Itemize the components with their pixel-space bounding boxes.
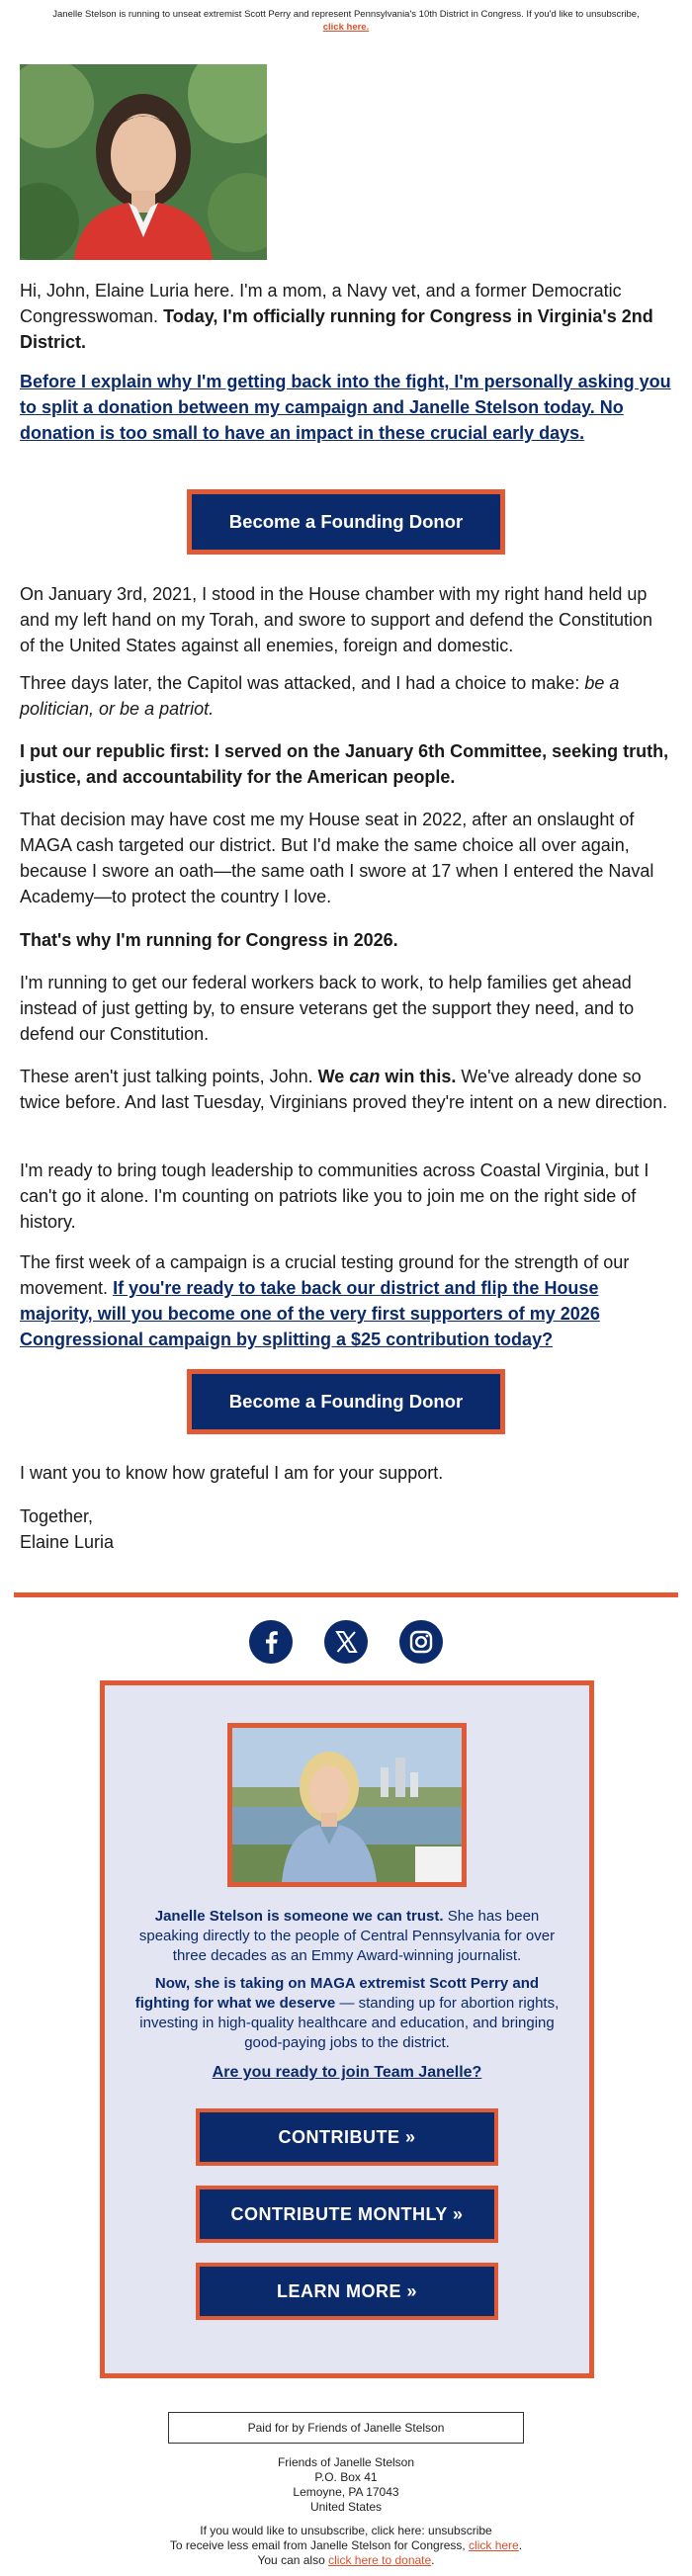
candidate-photo [20, 64, 267, 260]
republic-paragraph: I put our republic first: I served on the January 6th Committee, seeking truth, justice, and accountability for the American people. [20, 741, 669, 787]
intro-paragraph [20, 278, 672, 355]
week-paragraph [20, 1249, 672, 1352]
choice-plain: Three days later, the Capitol was attacked, and I had a choice to make: [20, 673, 580, 693]
fight-paragraph [134, 1974, 560, 2053]
win-bold-can: can [349, 1067, 381, 1086]
contribute-button[interactable]: CONTRIBUTE » [196, 2108, 498, 2166]
x-icon[interactable] [324, 1620, 368, 1664]
win-pre: These aren't just talking points, John. [20, 1067, 313, 1086]
win-bold-rest: win this. [385, 1067, 457, 1086]
win-post: We've already done so twice before. And last Tuesday, Virginians proved they're intent on a new direction. [20, 1067, 668, 1112]
intro-plain: Hi, John, Elaine Luria here. I'm a mom, a Navy vet, and a former Democratic Congresswoman. [20, 281, 622, 326]
intro-bold: Today, I'm officially running for Congress in Virginia's 2nd District. [20, 306, 653, 352]
preheader-text: Janelle Stelson is running to unseat extremist Scott Perry and represent Pennsylvania's 10th District in Congress. If you'd like to unsubscribe, [52, 9, 640, 20]
less-email-line: To receive less email from Janelle Stelson for Congress, click here. [169, 2538, 523, 2552]
founding-donor-button-bottom[interactable]: Become a Founding Donor [187, 1369, 505, 1434]
split-donation-link[interactable]: Before I explain why I'm getting back into the fight, I'm personally asking you to split a donation between my campaign and Janelle Stelson today. No donation is too small to have an impact in these crucial early days. [20, 372, 671, 443]
split-25-link[interactable]: If you're ready to take back our district and flip the House majority, will you become one of the very first supporters of my 2026 Congressional campaign by splitting a $25 contribution today? [20, 1278, 600, 1349]
join-team-link[interactable]: Are you ready to join Team Janelle? [212, 2064, 482, 2081]
address-line: P.O. Box 41 [314, 2470, 378, 2484]
win-bold-we: We [317, 1067, 345, 1086]
social-links [0, 1620, 692, 1664]
work-paragraph: I'm running to get our federal workers back to work, to help families get ahead instead of just getting by, to ensure veterans get the support they need, and to defend our Constitution. [20, 973, 635, 1044]
week-plain: The first week of a campaign is a crucial testing ground for the strength of our movement. [20, 1252, 630, 1298]
learn-more-button[interactable]: LEARN MORE » [196, 2263, 498, 2320]
donate-text: You can also [257, 2553, 325, 2567]
contribute-monthly-button[interactable]: CONTRIBUTE MONTHLY » [196, 2186, 498, 2243]
fight-bold: Now, she is taking on MAGA extremist Scott Perry and fighting for what we deserve [134, 1975, 540, 2012]
instagram-icon[interactable] [399, 1620, 443, 1664]
less-email-link[interactable]: click here [469, 2538, 519, 2552]
donate-line: You can also click here to donate. [257, 2553, 435, 2567]
janelle-photo [227, 1723, 467, 1887]
signoff-name: Elaine Luria [20, 1532, 115, 1552]
address-line: Friends of Janelle Stelson [277, 2455, 415, 2469]
janelle-portrait-image [232, 1728, 462, 1882]
paid-for-box: Paid for by Friends of Janelle Stelson [168, 2412, 524, 2444]
preheader [0, 0, 692, 34]
section-divider [14, 1592, 678, 1597]
running-paragraph: That's why I'm running for Congress in 2026. [20, 930, 398, 950]
fight-plain: — standing up for abortion rights, investing in high-quality healthcare and education, and bringing good-paying jobs to the district. [139, 1995, 560, 2051]
address-line: United States [309, 2500, 383, 2514]
candidate-portrait-image [20, 64, 267, 260]
choice-italic: be a politician, or be a patriot. [20, 673, 620, 719]
donate-link[interactable]: click here to donate [328, 2553, 432, 2567]
signoff [20, 1503, 672, 1555]
footer-links [0, 2524, 692, 2568]
trust-paragraph [134, 1907, 560, 1966]
cost-paragraph: That decision may have cost me my House seat in 2022, after an onslaught of MAGA cash targeted our district. But I'd make the same choice all over again, because I swore an oath—the same oath I swore at 17 when I entered the Naval Academy—to protect the country I love. [20, 810, 654, 906]
less-email-text: To receive less email from Janelle Stelson for Congress, [169, 2538, 466, 2552]
signoff-together: Together, [20, 1506, 94, 1526]
facebook-icon[interactable] [249, 1620, 293, 1664]
founding-donor-button-top[interactable]: Become a Founding Donor [187, 489, 505, 555]
preheader-unsubscribe-link[interactable]: click here. [322, 22, 370, 33]
janelle-panel [100, 1680, 594, 2378]
trust-plain: She has been speaking directly to the people of Central Pennsylvania for over three decades as an Emmy Award-winning journalist. [138, 1908, 556, 1964]
choice-paragraph [20, 670, 672, 722]
grateful-paragraph: I want you to know how grateful I am for your support. [20, 1463, 444, 1483]
footer-address [0, 2455, 692, 2515]
trust-bold: Janelle Stelson is someone we can trust. [154, 1908, 444, 1925]
win-paragraph [20, 1064, 672, 1115]
unsubscribe-line[interactable]: If you would like to unsubscribe, click here: unsubscribe [200, 2524, 492, 2537]
ready-paragraph: I'm ready to bring tough leadership to communities across Coastal Virginia, but I can't go it alone. I'm counting on patriots like you to join me on the right side of history. [20, 1160, 649, 1232]
address-line: Lemoyne, PA 17043 [293, 2485, 399, 2499]
oath-paragraph: On January 3rd, 2021, I stood in the House chamber with my right hand held up and my left hand on my Torah, and swore to support and defend the Constitution of the United States against all enemies, foreign and domestic. [20, 584, 653, 655]
